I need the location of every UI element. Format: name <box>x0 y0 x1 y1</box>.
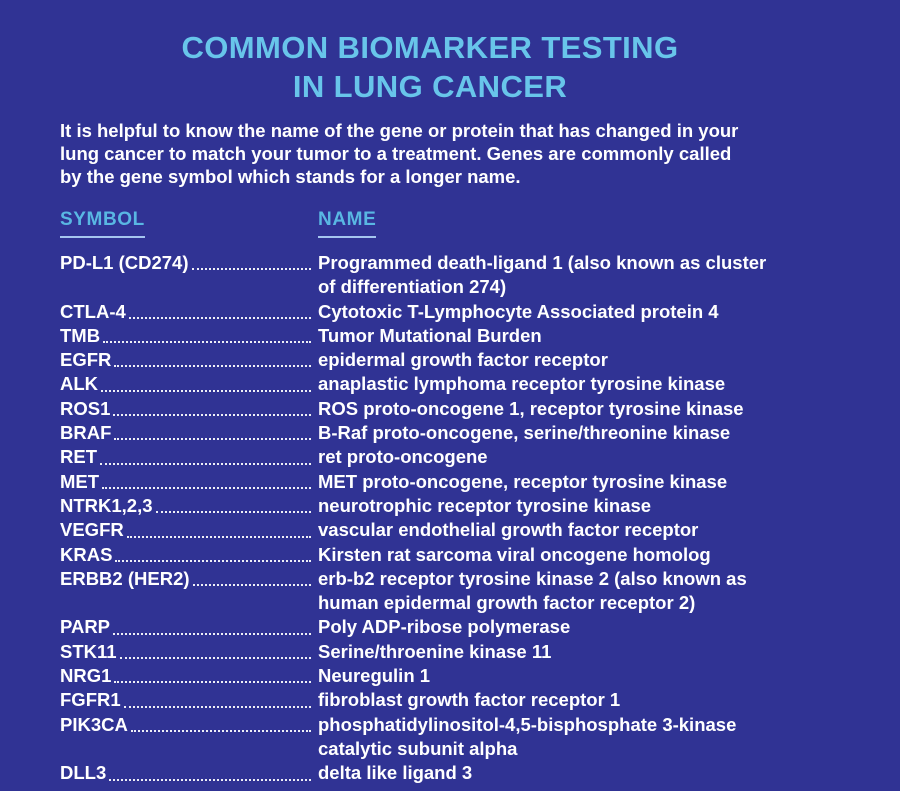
symbol-cell <box>60 543 318 567</box>
table-row <box>60 421 866 445</box>
page-title <box>60 28 800 106</box>
gene-name <box>318 567 866 616</box>
symbol-cell <box>60 664 318 688</box>
dotted-leader <box>101 390 311 392</box>
dotted-leader <box>115 560 311 562</box>
gene-name-line: ret proto-oncogene <box>318 446 488 468</box>
table-row <box>60 640 866 664</box>
column-header-symbol <box>60 209 318 238</box>
symbol-cell <box>60 300 318 324</box>
dotted-leader <box>114 438 311 440</box>
gene-name <box>318 640 866 664</box>
intro-paragraph <box>60 119 866 188</box>
gene-symbol: PIK3CA <box>60 713 128 735</box>
gene-symbol: PD-L1 (CD274) <box>60 252 189 273</box>
biomarker-table-body <box>60 251 866 786</box>
table-row <box>60 664 866 688</box>
gene-name <box>318 494 866 518</box>
table-row <box>60 372 866 396</box>
dotted-leader <box>109 779 311 781</box>
gene-name-line: B-Raf proto-oncogene, serine/threonine kinase <box>318 422 731 444</box>
gene-symbol: ERBB2 (HER2) <box>60 567 190 589</box>
table-row <box>60 543 866 567</box>
symbol-cell <box>60 713 318 737</box>
gene-name <box>318 470 866 494</box>
gene-symbol: TMB <box>60 324 101 346</box>
gene-name-line: human epidermal growth factor receptor 2) <box>318 592 696 614</box>
table-row <box>60 567 866 616</box>
dotted-leader <box>100 463 311 465</box>
gene-symbol: KRAS <box>60 543 113 565</box>
gene-name-line: Poly ADP-ribose polymerase <box>318 616 571 638</box>
gene-symbol: PARP <box>60 616 111 638</box>
gene-name <box>318 761 866 785</box>
gene-symbol: NRG1 <box>60 665 112 687</box>
gene-name <box>318 518 866 542</box>
table-row <box>60 494 866 518</box>
gene-name-line: ROS proto-oncogene 1, receptor tyrosine kinase <box>318 397 744 419</box>
symbol-cell <box>60 445 318 469</box>
symbol-cell <box>60 348 318 372</box>
dotted-leader <box>120 657 311 659</box>
dotted-leader <box>114 681 311 683</box>
table-row <box>60 348 866 372</box>
symbol-cell <box>60 640 318 664</box>
dotted-leader <box>193 584 311 586</box>
gene-name <box>318 300 866 324</box>
gene-name-line: Neuregulin 1 <box>318 665 431 687</box>
gene-name <box>318 543 866 567</box>
table-row <box>60 397 866 421</box>
gene-name-line: anaplastic lymphoma receptor tyrosine kinase <box>318 373 726 395</box>
table-row <box>60 761 866 785</box>
gene-name-line: fibroblast growth factor receptor 1 <box>318 689 621 711</box>
symbol-cell <box>60 421 318 445</box>
table-row <box>60 324 866 348</box>
gene-symbol: NTRK1,2,3 <box>60 494 153 516</box>
dotted-leader <box>103 341 311 343</box>
gene-symbol: FGFR1 <box>60 689 121 711</box>
symbol-cell <box>60 372 318 396</box>
symbol-cell <box>60 251 318 275</box>
intro-line: lung cancer to match your tumor to a treatment. Genes are commonly called <box>60 143 732 164</box>
symbol-cell <box>60 397 318 421</box>
dotted-leader <box>114 365 311 367</box>
gene-name <box>318 397 866 421</box>
gene-name <box>318 664 866 688</box>
gene-name-line: Tumor Mutational Burden <box>318 324 542 346</box>
gene-name <box>318 615 866 639</box>
gene-symbol: RET <box>60 446 97 468</box>
gene-symbol: STK11 <box>60 640 117 662</box>
gene-name <box>318 688 866 712</box>
dotted-leader <box>129 317 311 319</box>
dotted-leader <box>113 633 311 635</box>
symbol-cell <box>60 470 318 494</box>
symbol-cell <box>60 567 318 591</box>
gene-name <box>318 713 866 762</box>
intro-line: by the gene symbol which stands for a longer name. <box>60 166 521 187</box>
table-row <box>60 470 866 494</box>
gene-name-line: Cytotoxic T-Lymphocyte Associated protein 4 <box>318 300 719 322</box>
gene-symbol: ALK <box>60 373 99 395</box>
gene-name <box>318 421 866 445</box>
gene-name-line: of differentiation 274) <box>318 276 507 298</box>
dotted-leader <box>127 536 311 538</box>
table-row <box>60 713 866 762</box>
gene-name-line: erb-b2 receptor tyrosine kinase 2 (also known as <box>318 567 747 589</box>
gene-symbol: BRAF <box>60 422 112 444</box>
gene-name-line: Kirsten rat sarcoma viral oncogene homolog <box>318 543 711 565</box>
dotted-leader <box>102 487 311 489</box>
gene-name-line: Serine/throenine kinase 11 <box>318 640 552 662</box>
symbol-cell <box>60 761 318 785</box>
dotted-leader <box>156 511 311 513</box>
symbol-cell <box>60 324 318 348</box>
gene-symbol: VEGFR <box>60 519 124 541</box>
gene-name-line: catalytic subunit alpha <box>318 737 518 759</box>
gene-name-line: phosphatidylinositol-4,5-bisphosphate 3-kinase <box>318 713 737 735</box>
table-row <box>60 518 866 542</box>
table-header-row <box>60 209 866 238</box>
table-row <box>60 251 866 300</box>
gene-name <box>318 251 866 300</box>
gene-name <box>318 445 866 469</box>
gene-name-line: vascular endothelial growth factor receptor <box>318 519 699 541</box>
column-header-name <box>318 209 866 238</box>
column-header-name-label: NAME <box>318 209 376 238</box>
gene-name-line: Programmed death-ligand 1 (also known as cluster <box>318 252 767 273</box>
gene-name-line: MET proto-oncogene, receptor tyrosine kinase <box>318 470 728 492</box>
table-row <box>60 615 866 639</box>
gene-name-line: epidermal growth factor receptor <box>318 349 608 371</box>
dotted-leader <box>192 268 312 270</box>
gene-symbol: MET <box>60 470 100 492</box>
gene-name <box>318 348 866 372</box>
dotted-leader <box>124 706 311 708</box>
gene-name <box>318 372 866 396</box>
gene-symbol: DLL3 <box>60 762 107 784</box>
symbol-cell <box>60 688 318 712</box>
table-row <box>60 445 866 469</box>
column-header-symbol-label: SYMBOL <box>60 209 145 238</box>
gene-symbol: CTLA-4 <box>60 300 126 322</box>
gene-symbol: EGFR <box>60 349 112 371</box>
symbol-cell <box>60 615 318 639</box>
dotted-leader <box>113 414 311 416</box>
page-title-line1: COMMON BIOMARKER TESTING <box>181 30 679 65</box>
dotted-leader <box>131 730 311 732</box>
page-title-line2: IN LUNG CANCER <box>292 69 568 104</box>
gene-name <box>318 324 866 348</box>
gene-symbol: ROS1 <box>60 397 111 419</box>
gene-name-line: neurotrophic receptor tyrosine kinase <box>318 494 652 516</box>
table-row <box>60 688 866 712</box>
gene-name-line: delta like ligand 3 <box>318 762 473 784</box>
symbol-cell <box>60 518 318 542</box>
symbol-cell <box>60 494 318 518</box>
intro-line: It is helpful to know the name of the gene or protein that has changed in your <box>60 120 739 141</box>
table-row <box>60 300 866 324</box>
